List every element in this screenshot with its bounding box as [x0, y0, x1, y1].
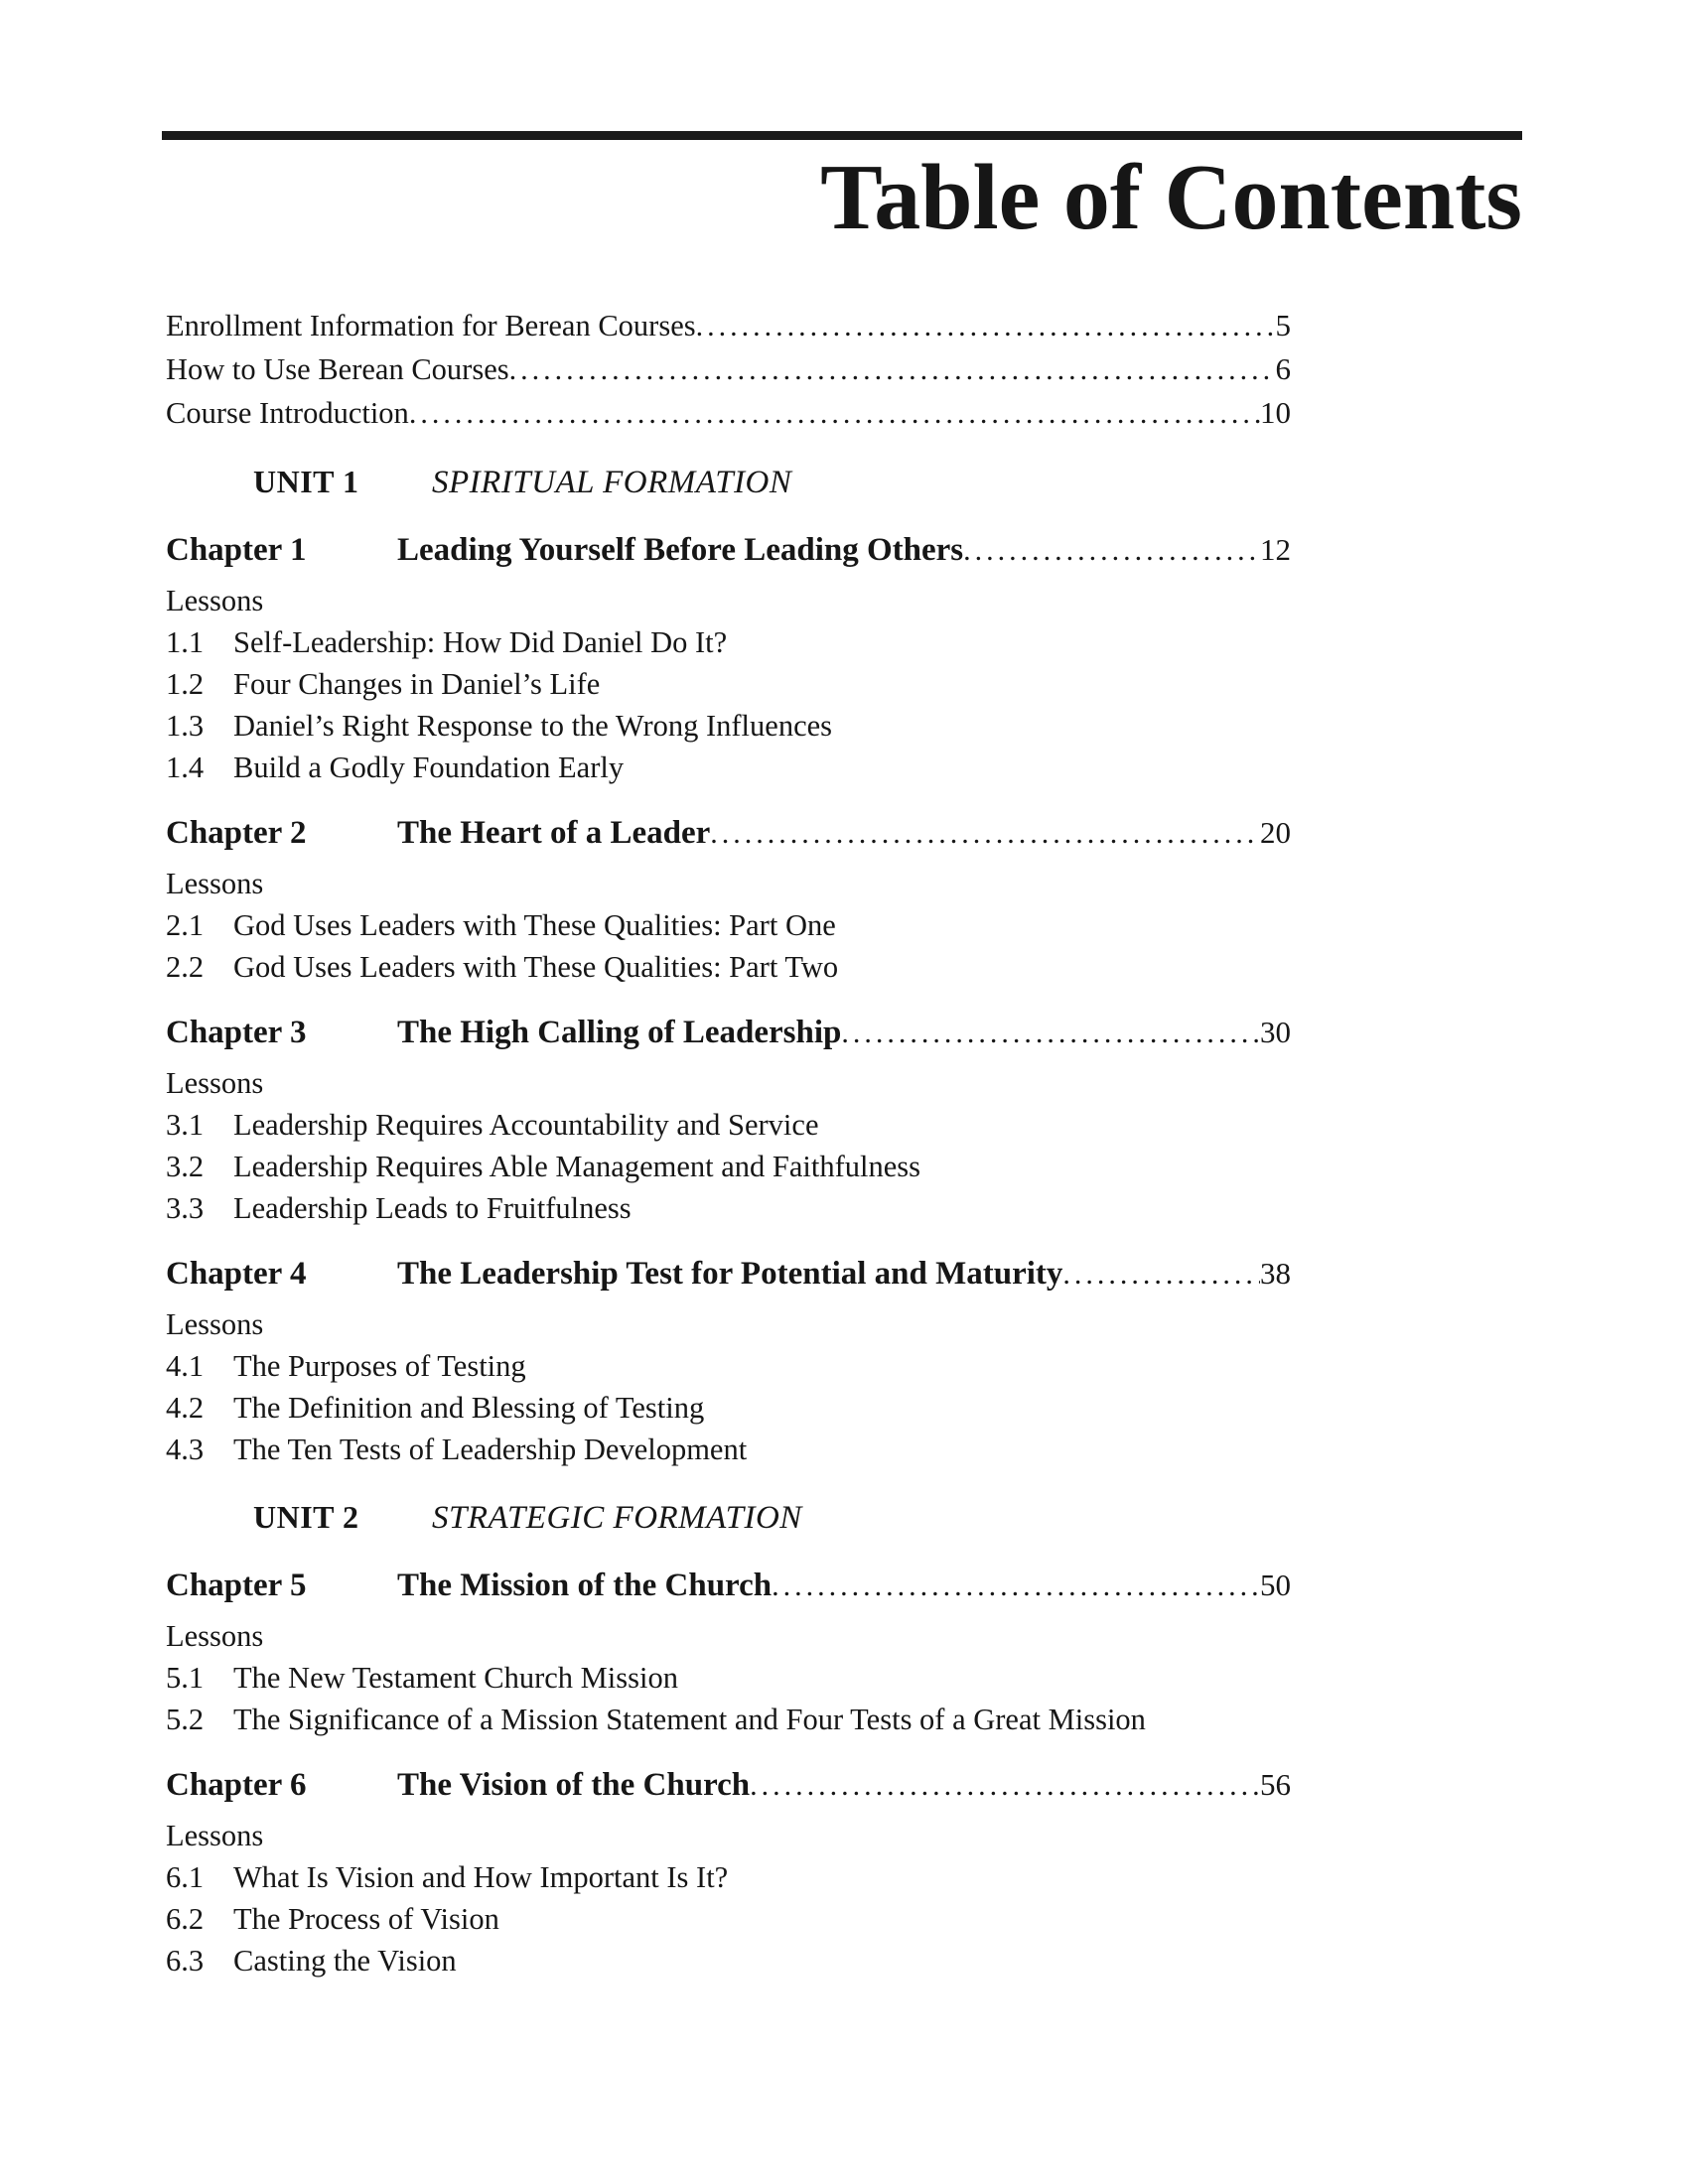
chapter-heading-2 [166, 812, 1291, 855]
lesson-number: 2.1 [166, 908, 205, 942]
toc-entry-page: 10 [1260, 395, 1291, 430]
chapter-title: The Leadership Test for Potential and Maturity [397, 1256, 1063, 1292]
lesson-row-6-3 [166, 1940, 1291, 1981]
unit-heading-2 [166, 1494, 1291, 1541]
lesson-number: 1.1 [166, 625, 205, 659]
chapter-page: 50 [1260, 1568, 1291, 1602]
lesson-row-4-3 [166, 1429, 1291, 1470]
lesson-row-3-3 [166, 1187, 1291, 1229]
chapter-page: 38 [1260, 1256, 1291, 1291]
dot-leader [1062, 1254, 1260, 1296]
lesson-title: God Uses Leaders with These Qualities: Part One [233, 908, 836, 942]
chapter-title: Leading Yourself Before Leading Others [397, 532, 964, 568]
lesson-title: The Process of Vision [233, 1902, 499, 1936]
dot-leader [409, 392, 1260, 435]
lesson-row-4-1 [166, 1345, 1291, 1387]
lesson-row-1-2 [166, 663, 1291, 705]
lesson-row-4-2 [166, 1387, 1291, 1429]
toc-entry-label: Enrollment Information for Berean Courses [166, 309, 696, 342]
lesson-row-1-1 [166, 621, 1291, 663]
toc-entry-how-to-use [166, 347, 1291, 391]
lesson-title: Leadership Requires Able Management and Faithfulness [233, 1150, 920, 1183]
page-title: Table of Contents [820, 146, 1522, 249]
lesson-row-1-4 [166, 747, 1291, 788]
toc-entry-enrollment [166, 304, 1291, 347]
lesson-title: Four Changes in Daniel’s Life [233, 667, 601, 701]
toc-content [166, 304, 1291, 1981]
lessons-label: Lessons [166, 1066, 264, 1100]
chapter-heading-6 [166, 1764, 1291, 1807]
lesson-number: 4.2 [166, 1391, 205, 1425]
lesson-row-3-2 [166, 1146, 1291, 1187]
chapter-title: The Heart of a Leader [397, 815, 711, 851]
unit-label: UNIT 1 [253, 464, 359, 499]
toc-entry-label: How to Use Berean Courses [166, 352, 509, 386]
lesson-title: The Ten Tests of Leadership Development [233, 1433, 748, 1466]
lesson-title: Build a Godly Foundation Early [233, 751, 625, 784]
lesson-number: 4.1 [166, 1349, 205, 1383]
lesson-row-5-2 [166, 1699, 1291, 1740]
lesson-row-2-1 [166, 904, 1291, 946]
dot-leader [841, 1013, 1260, 1054]
dot-leader [509, 348, 1276, 391]
lesson-number: 4.3 [166, 1433, 205, 1466]
lesson-number: 5.2 [166, 1703, 205, 1736]
lessons-label: Lessons [166, 584, 264, 617]
lesson-title: The New Testament Church Mission [233, 1661, 678, 1695]
chapter-label: Chapter 4 [166, 1256, 307, 1292]
lesson-number: 3.3 [166, 1191, 205, 1225]
unit-title: SPIRITUAL FORMATION [432, 465, 792, 500]
toc-entry-label: Course Introduction [166, 396, 409, 430]
dot-leader [963, 530, 1260, 572]
unit-heading-1 [166, 459, 1291, 505]
lessons-label: Lessons [166, 1819, 264, 1852]
lessons-label: Lessons [166, 867, 264, 900]
lesson-row-6-1 [166, 1856, 1291, 1898]
lesson-title: The Definition and Blessing of Testing [233, 1391, 705, 1425]
lesson-number: 1.4 [166, 751, 205, 784]
lesson-number: 6.1 [166, 1860, 205, 1894]
lesson-number: 1.3 [166, 709, 205, 743]
chapter-title: The High Calling of Leadership [397, 1015, 842, 1050]
lesson-number: 3.2 [166, 1150, 205, 1183]
lessons-label: Lessons [166, 1307, 264, 1341]
lessons-label: Lessons [166, 1619, 264, 1653]
unit-label: UNIT 2 [253, 1499, 359, 1535]
dot-leader [772, 1566, 1260, 1607]
lesson-row-6-2 [166, 1898, 1291, 1940]
chapter-label: Chapter 2 [166, 815, 307, 851]
lesson-title: The Significance of a Mission Statement and Four Tests of a Great Mission [233, 1703, 1146, 1736]
chapter-page: 30 [1260, 1015, 1291, 1049]
lesson-number: 5.1 [166, 1661, 205, 1695]
lesson-title: Self-Leadership: How Did Daniel Do It? [233, 625, 728, 659]
chapter-label: Chapter 3 [166, 1015, 307, 1050]
lesson-number: 1.2 [166, 667, 205, 701]
toc-entry-page: 6 [1275, 351, 1291, 386]
chapter-page: 20 [1260, 815, 1291, 850]
chapter-heading-3 [166, 1012, 1291, 1054]
lesson-number: 6.3 [166, 1944, 205, 1978]
lesson-title: What Is Vision and How Important Is It? [233, 1860, 729, 1894]
chapter-heading-4 [166, 1253, 1291, 1296]
lesson-title: Leadership Leads to Fruitfulness [233, 1191, 632, 1225]
chapter-page: 56 [1260, 1767, 1291, 1802]
lesson-number: 3.1 [166, 1108, 205, 1142]
lesson-row-1-3 [166, 705, 1291, 747]
lesson-number: 2.2 [166, 950, 205, 984]
dot-leader [750, 1765, 1260, 1807]
chapter-label: Chapter 6 [166, 1767, 307, 1803]
lesson-row-3-1 [166, 1104, 1291, 1146]
toc-entry-page: 5 [1275, 308, 1291, 342]
lesson-title: God Uses Leaders with These Qualities: Part Two [233, 950, 839, 984]
lesson-title: Casting the Vision [233, 1944, 457, 1978]
chapter-label: Chapter 5 [166, 1568, 307, 1603]
lesson-row-5-1 [166, 1657, 1291, 1699]
chapter-label: Chapter 1 [166, 532, 307, 568]
dot-leader [696, 305, 1276, 347]
lesson-number: 6.2 [166, 1902, 205, 1936]
lesson-title: Leadership Requires Accountability and Service [233, 1108, 819, 1142]
lesson-title: The Purposes of Testing [233, 1349, 526, 1383]
lesson-row-2-2 [166, 946, 1291, 988]
chapter-heading-5 [166, 1565, 1291, 1607]
chapter-title: The Vision of the Church [397, 1767, 751, 1803]
chapter-heading-1 [166, 529, 1291, 572]
chapter-title: The Mission of the Church [397, 1568, 773, 1603]
title-rule [162, 131, 1522, 140]
unit-title: STRATEGIC FORMATION [432, 1500, 802, 1536]
dot-leader [710, 813, 1260, 855]
chapter-page: 12 [1260, 532, 1291, 567]
toc-entry-course-introduction [166, 391, 1291, 435]
lesson-title: Daniel’s Right Response to the Wrong Influences [233, 709, 833, 743]
